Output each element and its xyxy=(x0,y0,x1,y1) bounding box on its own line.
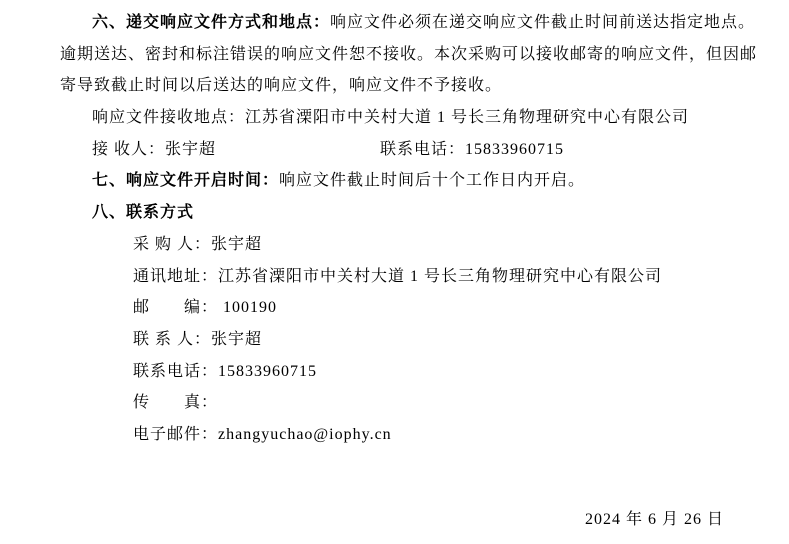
receive-location-label: 响应文件接收地点： xyxy=(92,109,246,127)
receiver-line xyxy=(60,134,759,166)
contact-label: 采 购 人： xyxy=(133,235,212,253)
contact-row-contact-person xyxy=(60,324,759,356)
contact-row-fax xyxy=(60,387,759,419)
section6-line1-text: 响应文件必须在递交响应文件截止时间前送达指定地点。 xyxy=(330,14,756,31)
section6-heading: 六、递交响应文件方式和地点： xyxy=(92,14,331,31)
receiver-value: 张宇超 xyxy=(165,140,217,158)
contact-label: 联系电话： xyxy=(133,362,219,380)
receive-location-line xyxy=(60,102,759,134)
receiver-phone-cell xyxy=(380,141,564,158)
contact-label: 邮 编： xyxy=(133,299,219,317)
contact-value: 张宇超 xyxy=(211,330,263,348)
document-date: 2024 年 6 月 26 日 xyxy=(585,511,725,528)
section6-line3: 寄导致截止时间以后送达的响应文件，响应文件不予接收。 xyxy=(60,77,503,95)
contact-row-purchaser xyxy=(60,229,759,261)
contact-label: 通讯地址： xyxy=(133,267,219,285)
contact-value: 100190 xyxy=(218,299,278,317)
section7-line xyxy=(60,165,759,197)
contact-value: 江苏省溧阳市中关村大道 1 号长三角物理研究中心有限公司 xyxy=(218,267,663,285)
contact-label: 传 真： xyxy=(133,394,219,412)
section7-heading: 七、响应文件开启时间： xyxy=(92,172,280,190)
contact-value: 张宇超 xyxy=(211,235,263,253)
contact-label: 联 系 人： xyxy=(133,330,212,348)
contact-row-address xyxy=(60,261,759,293)
section6-line2: 逾期送达、密封和标注错误的响应文件恕不接收。本次采购可以接收邮寄的响应文件，但因邮 xyxy=(60,45,758,63)
document-body xyxy=(60,7,759,451)
section7-body: 响应文件截止时间后十个工作日内开启。 xyxy=(279,172,586,190)
contact-row-postcode xyxy=(60,292,759,324)
contact-row-phone xyxy=(60,356,759,388)
receiver-label: 接 收人： xyxy=(92,140,166,158)
receiver-phone-value: 15833960715 xyxy=(465,140,565,158)
section8-heading-line xyxy=(60,197,759,229)
contact-row-email xyxy=(60,419,759,451)
section6-line1 xyxy=(60,7,759,39)
contact-value: 15833960715 xyxy=(218,362,318,380)
contact-label: 电子邮件： xyxy=(133,425,219,443)
receiver-phone-label: 联系电话： xyxy=(380,140,466,158)
receive-location-value: 江苏省溧阳市中关村大道 1 号长三角物理研究中心有限公司 xyxy=(245,109,690,127)
receiver-cell xyxy=(92,134,380,166)
contact-value: zhangyuchao@iophy.cn xyxy=(218,425,392,443)
section8-heading: 八、联系方式 xyxy=(92,204,195,222)
